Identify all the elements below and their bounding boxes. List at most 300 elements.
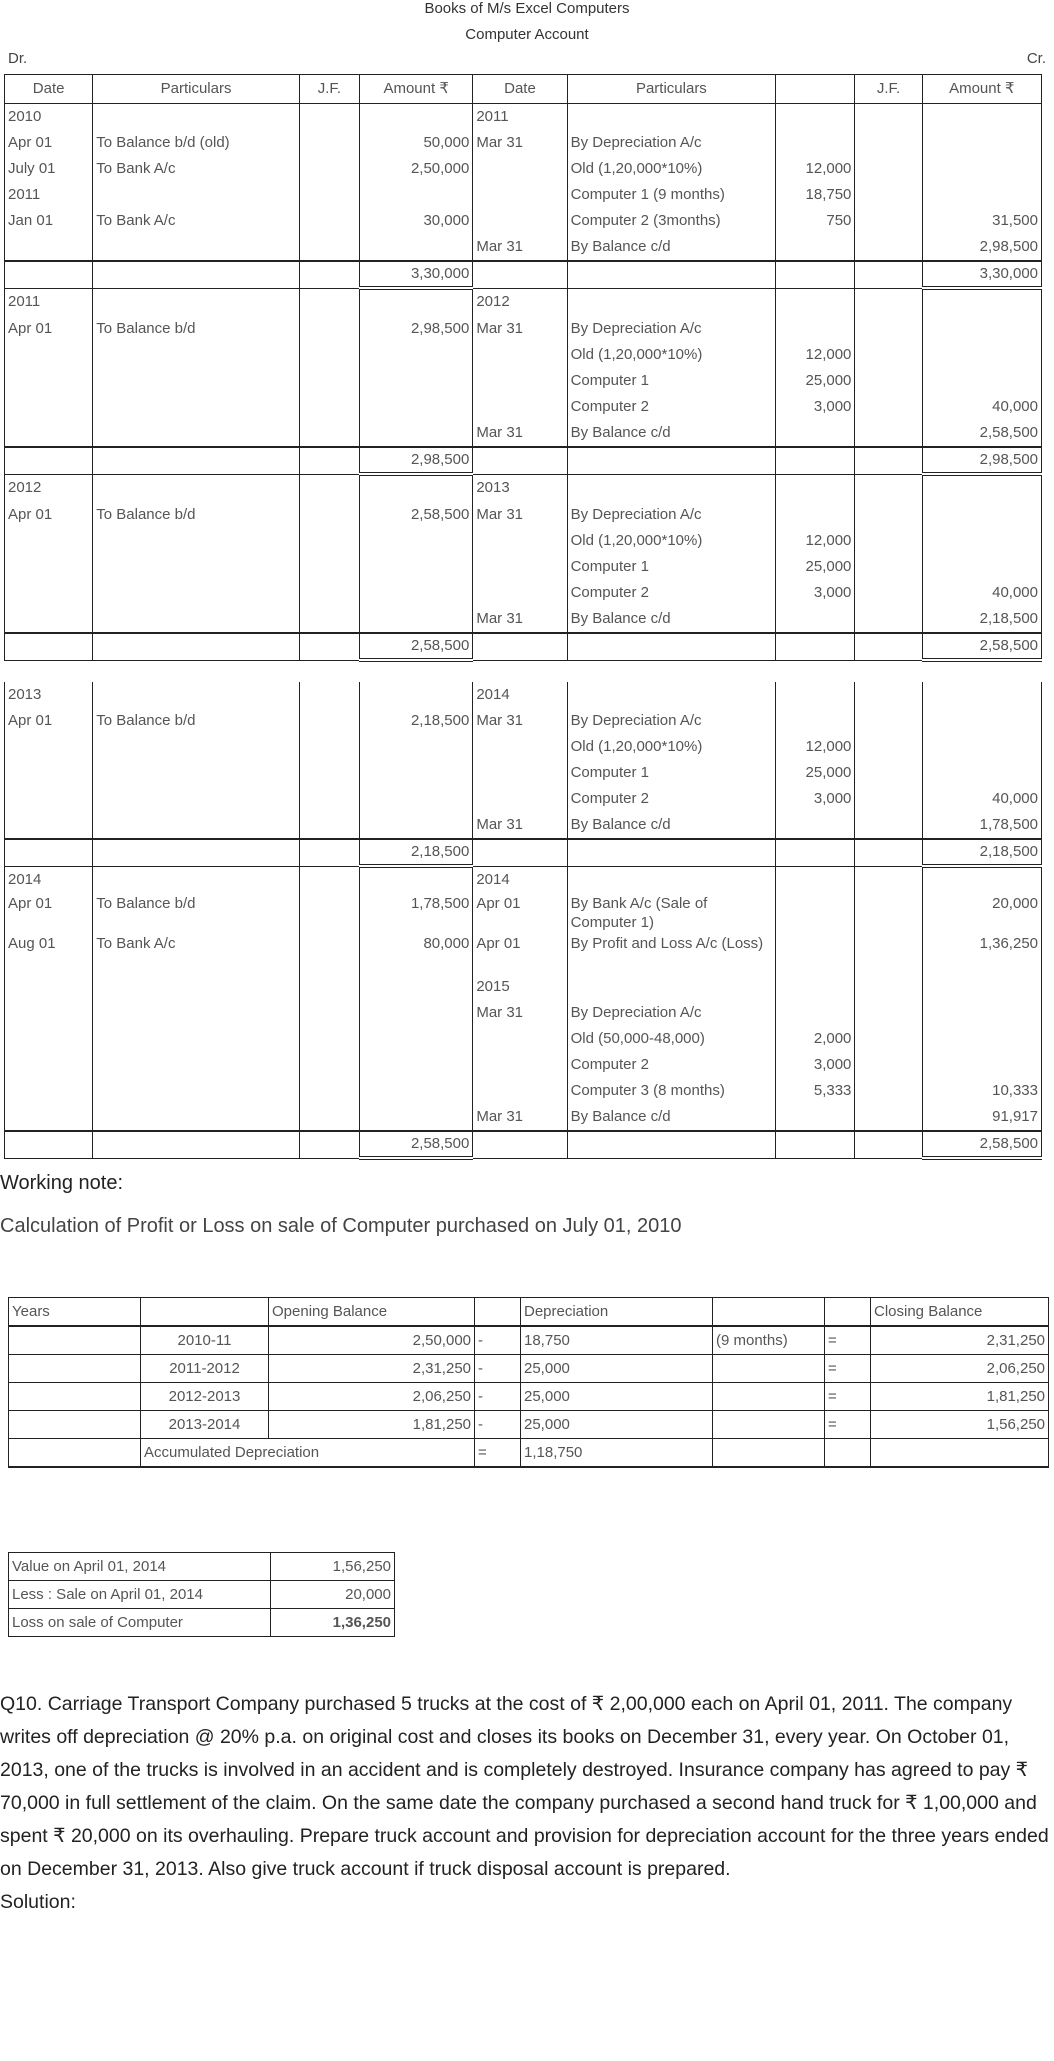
ledger-cell xyxy=(93,1000,300,1026)
ledger-cell xyxy=(93,786,300,812)
ledger-cell: 2,50,000 xyxy=(360,156,473,182)
ledger-cell: Apr 01 xyxy=(5,502,93,528)
ledger-row xyxy=(5,368,1042,394)
calc-row xyxy=(9,1383,1049,1411)
ledger-total-debit: 2,98,500 xyxy=(360,447,473,474)
ledger-cell: 25,000 xyxy=(776,760,855,786)
accumulated-row xyxy=(9,1439,1049,1468)
ledger-cell xyxy=(299,1026,359,1052)
ledger-cell xyxy=(922,288,1041,316)
ledger-cell xyxy=(855,1078,922,1104)
ledger-cell xyxy=(922,974,1041,1000)
ledger-cell: 2014 xyxy=(473,866,567,894)
ledger-cell xyxy=(299,1131,359,1158)
ledger-cell: 2012 xyxy=(5,474,93,502)
ledger-cell xyxy=(855,130,922,156)
ledger-cell xyxy=(473,554,567,580)
ledger-cell xyxy=(855,606,922,633)
calc-header-cell: Closing Balance xyxy=(871,1298,1049,1327)
ledger-cell xyxy=(360,1078,473,1104)
ledger-cell xyxy=(299,130,359,156)
ledger-row xyxy=(5,342,1042,368)
ledger-cell xyxy=(567,682,776,708)
ledger-cell xyxy=(93,368,300,394)
ledger-cell xyxy=(5,342,93,368)
ledger-cell xyxy=(855,234,922,261)
working-note-caption: Calculation of Profit or Loss on sale of Computer purchased on July 01, 2010 xyxy=(0,1215,682,1237)
calc-cell xyxy=(9,1439,141,1468)
calc-cell xyxy=(9,1383,141,1411)
ledger-cell xyxy=(360,580,473,606)
ledger-cell xyxy=(360,734,473,760)
ledger-cell xyxy=(855,760,922,786)
ledger-cell xyxy=(855,934,922,974)
ledger-cell: 2012 xyxy=(473,288,567,316)
loss-on-sale-table xyxy=(8,1552,395,1637)
ledger-cell xyxy=(855,1052,922,1078)
ledger-row xyxy=(5,708,1042,734)
ledger-total-credit: 2,18,500 xyxy=(922,839,1041,866)
ledger-cell: To Balance b/d xyxy=(93,316,300,342)
ledger-cell xyxy=(855,368,922,394)
ledger-cell xyxy=(855,394,922,420)
calc-cell xyxy=(9,1326,141,1355)
ledger-cell xyxy=(93,182,300,208)
calc-cell xyxy=(713,1355,825,1383)
ledger-cell: By Depreciation A/c xyxy=(567,1000,776,1026)
ledger-row xyxy=(5,474,1042,502)
ledger-cell: Mar 31 xyxy=(473,1000,567,1026)
ledger-cell xyxy=(473,528,567,554)
ledger-cell: Apr 01 xyxy=(5,708,93,734)
calc-cell: 25,000 xyxy=(521,1411,713,1439)
ledger-cell xyxy=(855,974,922,1000)
ledger-cell xyxy=(922,342,1041,368)
ledger-cell: 30,000 xyxy=(360,208,473,234)
ledger-cell xyxy=(776,839,855,866)
ledger-cell xyxy=(299,1078,359,1104)
ledger-cell: Mar 31 xyxy=(473,708,567,734)
calc-header-cell: Opening Balance xyxy=(269,1298,475,1327)
ledger-row xyxy=(5,1026,1042,1052)
ledger-cell xyxy=(299,633,359,660)
ledger-cell: Jan 01 xyxy=(5,208,93,234)
ledger-cell xyxy=(93,234,300,261)
ledger-cell: 2015 xyxy=(473,974,567,1000)
loss-row xyxy=(9,1553,395,1581)
calc-cell: - xyxy=(475,1326,521,1355)
ledger-cell: Apr 01 xyxy=(473,934,567,974)
calc-row xyxy=(9,1411,1049,1439)
ledger-cell xyxy=(855,104,922,131)
ledger-cell xyxy=(473,368,567,394)
ledger-row xyxy=(5,734,1042,760)
ledger-cell xyxy=(5,839,93,866)
ledger-cell xyxy=(5,633,93,660)
ledger-cell xyxy=(855,554,922,580)
calc-cell: - xyxy=(475,1355,521,1383)
ledger-cell xyxy=(360,812,473,839)
calc-cell: = xyxy=(825,1355,871,1383)
ledger-cell xyxy=(360,394,473,420)
ledger-cell xyxy=(360,420,473,447)
ledger-cell xyxy=(299,182,359,208)
loss-row xyxy=(9,1581,395,1609)
ledger-cell xyxy=(93,812,300,839)
ledger-cell: Old (1,20,000*10%) xyxy=(567,528,776,554)
ledger-total-row xyxy=(5,261,1042,288)
ledger-cell: Old (1,20,000*10%) xyxy=(567,734,776,760)
ledger-cell xyxy=(855,1000,922,1026)
ledger-total-row xyxy=(5,839,1042,866)
ledger-cell xyxy=(93,974,300,1000)
ledger-cell xyxy=(855,208,922,234)
ledger-cell xyxy=(5,1104,93,1131)
ledger-cell xyxy=(473,734,567,760)
ledger-cell xyxy=(855,682,922,708)
ledger-cell xyxy=(473,1026,567,1052)
ledger-cell xyxy=(5,1131,93,1158)
ledger-cell: 2,18,500 xyxy=(360,708,473,734)
ledger-cell xyxy=(360,234,473,261)
ledger-cell xyxy=(299,708,359,734)
calc-cell: 25,000 xyxy=(521,1355,713,1383)
ledger-cell xyxy=(93,1052,300,1078)
credit-label: Cr. xyxy=(1026,50,1046,67)
ledger-cell: Mar 31 xyxy=(473,316,567,342)
ledger-cell xyxy=(855,420,922,447)
calc-cell: 18,750 xyxy=(521,1326,713,1355)
ledger-cell xyxy=(855,633,922,660)
ledger-cell: To Balance b/d xyxy=(93,894,300,934)
ledger-cell xyxy=(776,288,855,316)
ledger-cell xyxy=(360,786,473,812)
ledger-cell xyxy=(360,104,473,131)
ledger-cell xyxy=(299,1000,359,1026)
ledger-cell xyxy=(473,1052,567,1078)
ledger-cell xyxy=(360,606,473,633)
ledger-cell xyxy=(93,606,300,633)
calc-header-cell: Years xyxy=(9,1298,141,1327)
ledger-cell xyxy=(473,1078,567,1104)
calc-header-cell xyxy=(713,1298,825,1327)
ledger-cell xyxy=(5,1078,93,1104)
ledger-row xyxy=(5,1000,1042,1026)
ledger-cell xyxy=(5,974,93,1000)
ledger-cell xyxy=(360,474,473,502)
ledger-cell xyxy=(776,474,855,502)
ledger-cell xyxy=(299,682,359,708)
ledger-row xyxy=(5,502,1042,528)
calc-cell: 2,31,250 xyxy=(269,1355,475,1383)
calc-cell: 1,81,250 xyxy=(269,1411,475,1439)
ledger-cell xyxy=(299,606,359,633)
ledger-cell: Apr 01 xyxy=(5,894,93,934)
question-text xyxy=(0,1688,1050,1919)
ledger-cell: 12,000 xyxy=(776,528,855,554)
ledger-cell xyxy=(922,130,1041,156)
ledger-cell xyxy=(473,342,567,368)
ledger-cell xyxy=(5,606,93,633)
ledger-row xyxy=(5,1052,1042,1078)
ledger-cell xyxy=(299,447,359,474)
ledger-cell xyxy=(567,839,776,866)
ledger-cell xyxy=(93,734,300,760)
ledger-cell xyxy=(93,682,300,708)
ledger-cell xyxy=(473,760,567,786)
ledger-cell xyxy=(93,1026,300,1052)
book-title: Books of M/s Excel Computers xyxy=(424,0,630,17)
ledger-table-part1 xyxy=(4,74,1042,662)
calc-cell: - xyxy=(475,1383,521,1411)
ledger-cell: To Balance b/d xyxy=(93,708,300,734)
ledger-cell xyxy=(473,447,567,474)
ledger-cell xyxy=(93,866,300,894)
ledger-cell xyxy=(473,394,567,420)
ledger-cell xyxy=(360,682,473,708)
ledger-cell: 1,36,250 xyxy=(922,934,1041,974)
ledger-cell xyxy=(922,682,1041,708)
ledger-cell xyxy=(299,554,359,580)
ledger-cell xyxy=(473,633,567,660)
calc-row xyxy=(9,1355,1049,1383)
ledger-cell xyxy=(776,420,855,447)
ledger-cell xyxy=(360,1026,473,1052)
ledger-cell xyxy=(299,786,359,812)
ledger-row xyxy=(5,974,1042,1000)
accumulated-value: 1,18,750 xyxy=(521,1439,713,1468)
ledger-cell xyxy=(776,812,855,839)
ledger-cell xyxy=(855,708,922,734)
ledger-cell: By Depreciation A/c xyxy=(567,502,776,528)
loss-label: Loss on sale of Computer xyxy=(9,1609,271,1637)
calc-cell: 2,06,250 xyxy=(871,1355,1049,1383)
ledger-cell: 2014 xyxy=(5,866,93,894)
ledger-row xyxy=(5,1078,1042,1104)
ledger-cell xyxy=(299,502,359,528)
ledger-cell: Mar 31 xyxy=(473,502,567,528)
ledger-cell: 40,000 xyxy=(922,394,1041,420)
ledger-cell xyxy=(567,447,776,474)
ledger-cell xyxy=(776,974,855,1000)
loss-value: 20,000 xyxy=(271,1581,395,1609)
ledger-cell xyxy=(5,734,93,760)
ledger-cell xyxy=(776,1000,855,1026)
ledger-cell xyxy=(299,234,359,261)
ledger-cell xyxy=(360,368,473,394)
ledger-cell: 80,000 xyxy=(360,934,473,974)
ledger-cell: 2,18,500 xyxy=(922,606,1041,633)
calc-cell xyxy=(825,1439,871,1468)
ledger-cell xyxy=(776,261,855,288)
ledger-cell: 12,000 xyxy=(776,734,855,760)
ledger-cell xyxy=(855,342,922,368)
calc-header-cell: Depreciation xyxy=(521,1298,713,1327)
ledger-cell: 91,917 xyxy=(922,1104,1041,1131)
ledger-cell xyxy=(855,182,922,208)
ledger-cell: 2013 xyxy=(473,474,567,502)
ledger-cell xyxy=(776,633,855,660)
ledger-header-cell: Particulars xyxy=(567,75,776,104)
ledger-total-row xyxy=(5,633,1042,660)
ledger-cell: By Balance c/d xyxy=(567,1104,776,1131)
ledger-total-row xyxy=(5,447,1042,474)
ledger-cell xyxy=(93,261,300,288)
ledger-total-credit: 3,30,000 xyxy=(922,261,1041,288)
ledger-cell: Computer 1 (9 months) xyxy=(567,182,776,208)
ledger-row xyxy=(5,934,1042,974)
ledger-cell xyxy=(776,1131,855,1158)
ledger-row xyxy=(5,786,1042,812)
ledger-row xyxy=(5,606,1042,633)
ledger-cell: To Balance b/d (old) xyxy=(93,130,300,156)
ledger-cell xyxy=(922,734,1041,760)
ledger-cell: Computer 2 xyxy=(567,394,776,420)
ledger-cell: Computer 1 xyxy=(567,760,776,786)
ledger-header-cell: J.F. xyxy=(299,75,359,104)
ledger-cell xyxy=(922,760,1041,786)
ledger-cell xyxy=(922,316,1041,342)
ledger-cell xyxy=(473,1131,567,1158)
ledger-cell: 20,000 xyxy=(922,894,1041,934)
ledger-cell xyxy=(360,554,473,580)
ledger-cell: 40,000 xyxy=(922,580,1041,606)
ledger-cell xyxy=(855,786,922,812)
ledger-cell xyxy=(567,288,776,316)
calc-cell: 1,56,250 xyxy=(871,1411,1049,1439)
ledger-cell: 1,78,500 xyxy=(360,894,473,934)
ledger-cell: Mar 31 xyxy=(473,420,567,447)
ledger-row xyxy=(5,234,1042,261)
calc-cell: = xyxy=(475,1439,521,1468)
calc-cell: (9 months) xyxy=(713,1326,825,1355)
ledger-header-cell: Date xyxy=(5,75,93,104)
ledger-cell xyxy=(855,839,922,866)
ledger-cell xyxy=(776,104,855,131)
ledger-cell: By Bank A/c (Sale of Computer 1) xyxy=(567,894,776,934)
ledger-cell xyxy=(299,474,359,502)
ledger-cell xyxy=(5,786,93,812)
ledger-cell xyxy=(855,528,922,554)
ledger-cell xyxy=(922,368,1041,394)
calc-cell: 2013-2014 xyxy=(141,1411,269,1439)
ledger-cell: Old (1,20,000*10%) xyxy=(567,156,776,182)
ledger-cell xyxy=(299,528,359,554)
ledger-cell: Old (1,20,000*10%) xyxy=(567,342,776,368)
ledger-cell xyxy=(299,734,359,760)
ledger-cell xyxy=(776,234,855,261)
ledger-cell xyxy=(5,447,93,474)
ledger-row xyxy=(5,208,1042,234)
ledger-cell xyxy=(299,812,359,839)
calc-cell xyxy=(9,1355,141,1383)
ledger-cell xyxy=(567,261,776,288)
ledger-cell xyxy=(360,182,473,208)
ledger-cell: 10,333 xyxy=(922,1078,1041,1104)
ledger-cell xyxy=(855,156,922,182)
ledger-cell xyxy=(855,1104,922,1131)
ledger-cell: By Depreciation A/c xyxy=(567,316,776,342)
ledger-cell xyxy=(473,208,567,234)
ledger-cell: Mar 31 xyxy=(473,606,567,633)
accumulated-label: Accumulated Depreciation xyxy=(141,1439,475,1468)
ledger-total-credit: 2,58,500 xyxy=(922,1131,1041,1158)
ledger-cell xyxy=(567,974,776,1000)
ledger-cell xyxy=(922,1026,1041,1052)
loss-label: Value on April 01, 2014 xyxy=(9,1553,271,1581)
ledger-cell: Mar 31 xyxy=(473,812,567,839)
ledger-cell xyxy=(5,261,93,288)
ledger-header-cell: Particulars xyxy=(93,75,300,104)
ledger-row xyxy=(5,554,1042,580)
ledger-cell: By Profit and Loss A/c (Loss) xyxy=(567,934,776,974)
ledger-cell xyxy=(93,394,300,420)
ledger-cell xyxy=(360,288,473,316)
ledger-cell xyxy=(5,528,93,554)
ledger-cell xyxy=(93,554,300,580)
ledger-cell: 750 xyxy=(776,208,855,234)
ledger-cell: 2,000 xyxy=(776,1026,855,1052)
ledger-cell: 12,000 xyxy=(776,156,855,182)
loss-label: Less : Sale on April 01, 2014 xyxy=(9,1581,271,1609)
ledger-row xyxy=(5,760,1042,786)
ledger-cell: Computer 2 xyxy=(567,1052,776,1078)
ledger-row xyxy=(5,288,1042,316)
ledger-cell xyxy=(299,261,359,288)
ledger-cell xyxy=(93,342,300,368)
ledger-cell: 2,58,500 xyxy=(360,502,473,528)
ledger-cell xyxy=(855,502,922,528)
ledger-cell: Computer 1 xyxy=(567,554,776,580)
ledger-cell xyxy=(855,734,922,760)
ledger-cell: Mar 31 xyxy=(473,234,567,261)
ledger-cell: 2013 xyxy=(5,682,93,708)
ledger-cell: 25,000 xyxy=(776,368,855,394)
calc-cell: 2010-11 xyxy=(141,1326,269,1355)
calc-cell: = xyxy=(825,1383,871,1411)
ledger-cell xyxy=(473,786,567,812)
ledger-cell xyxy=(567,633,776,660)
ledger-cell xyxy=(299,288,359,316)
calc-cell: 2011-2012 xyxy=(141,1355,269,1383)
ledger-total-debit: 2,58,500 xyxy=(360,1131,473,1158)
ledger-cell xyxy=(5,368,93,394)
ledger-cell xyxy=(360,974,473,1000)
ledger-cell: To Bank A/c xyxy=(93,208,300,234)
calc-cell xyxy=(871,1439,1049,1468)
ledger-cell xyxy=(299,934,359,974)
calc-cell: - xyxy=(475,1411,521,1439)
ledger-cell xyxy=(473,580,567,606)
ledger-cell xyxy=(922,104,1041,131)
ledger-header-cell xyxy=(776,75,855,104)
ledger-cell xyxy=(93,1078,300,1104)
ledger-cell: To Balance b/d xyxy=(93,502,300,528)
ledger-cell: Apr 01 xyxy=(473,894,567,934)
ledger-cell xyxy=(299,394,359,420)
ledger-cell xyxy=(93,1131,300,1158)
ledger-header-row xyxy=(5,75,1042,104)
ledger-cell: 12,000 xyxy=(776,342,855,368)
ledger-cell xyxy=(776,130,855,156)
ledger-row xyxy=(5,866,1042,894)
calc-cell: 2012-2013 xyxy=(141,1383,269,1411)
ledger-row xyxy=(5,316,1042,342)
ledger-cell xyxy=(299,368,359,394)
ledger-header-cell: Amount ₹ xyxy=(922,75,1041,104)
ledger-cell: Apr 01 xyxy=(5,316,93,342)
ledger-total-debit: 3,30,000 xyxy=(360,261,473,288)
